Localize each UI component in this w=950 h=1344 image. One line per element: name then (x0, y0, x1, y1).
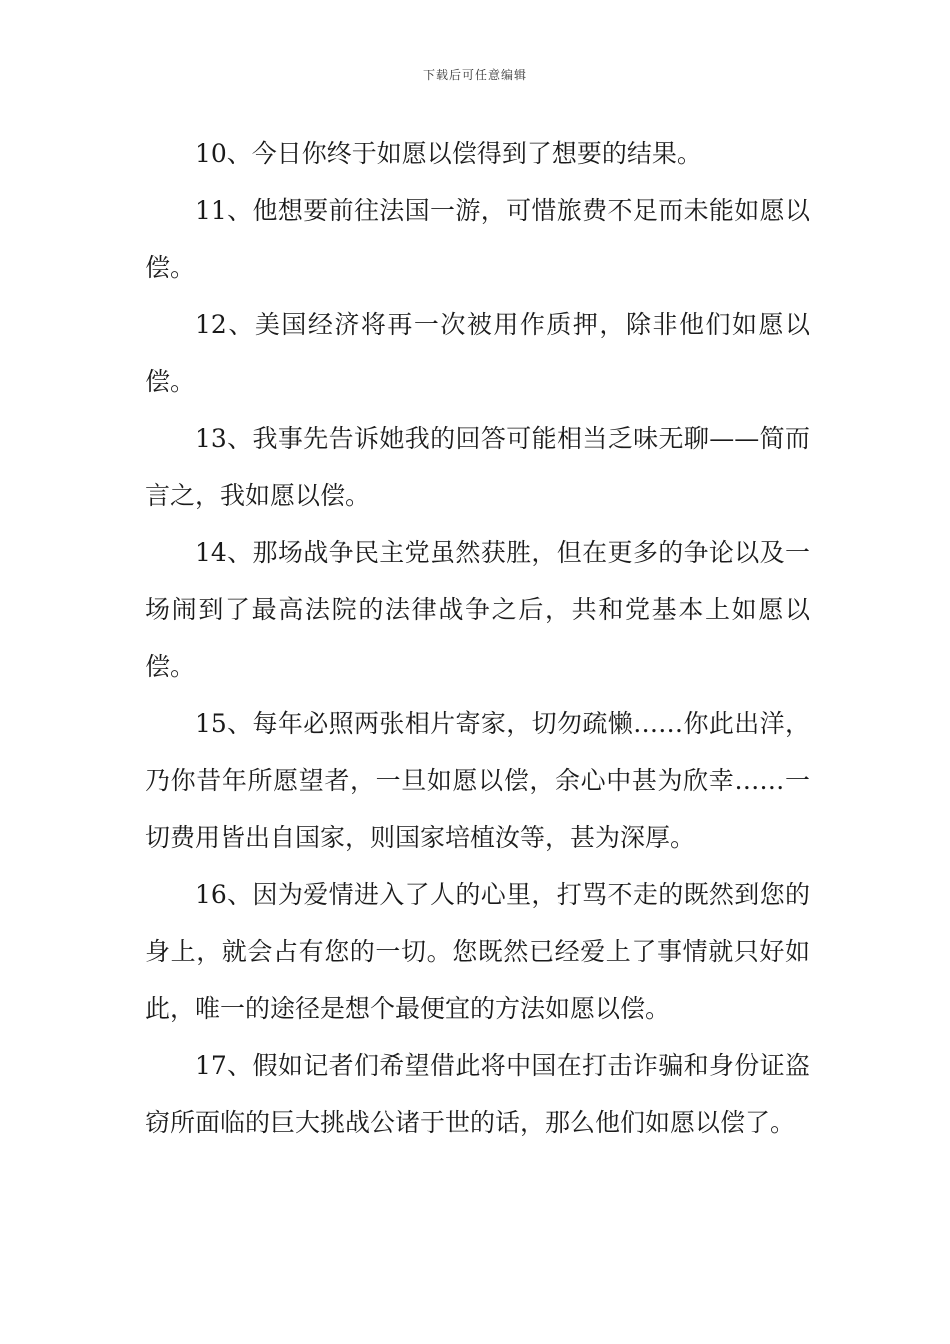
sentence-13: 13、我事先告诉她我的回答可能相当乏味无聊——简而言之，我如愿以偿。 (145, 424, 810, 510)
document-body (145, 125, 810, 1151)
sentence-12: 12、美国经济将再一次被用作质押，除非他们如愿以偿。 (145, 310, 810, 396)
sentence-17: 17、假如记者们希望借此将中国在打击诈骗和身份证盗窃所面临的巨大挑战公诸于世的话，那么他们如愿以偿了。 (145, 1051, 810, 1137)
sentence-15: 15、每年必照两张相片寄家，切勿疏懒……你此出洋，乃你昔年所愿望者，一旦如愿以偿，余心中甚为欣幸……一切费用皆出自国家，则国家培植汝等，甚为深厚。 (145, 709, 810, 852)
sentence-11: 11、他想要前往法国一游，可惜旅费不足而未能如愿以偿。 (145, 196, 810, 282)
sentence-14: 14、那场战争民主党虽然获胜，但在更多的争论以及一场闹到了最高法院的法律战争之后，共和党基本上如愿以偿。 (145, 538, 810, 681)
header-note: 下载后可任意编辑 (422, 68, 527, 82)
sentence-10: 10、今日你终于如愿以偿得到了想要的结果。 (195, 139, 702, 168)
sentence-16: 16、因为爱情进入了人的心里，打骂不走的既然到您的身上，就会占有您的一切。您既然已经爱上了事情就只好如此，唯一的途径是想个最便宜的方法如愿以偿。 (145, 880, 810, 1023)
